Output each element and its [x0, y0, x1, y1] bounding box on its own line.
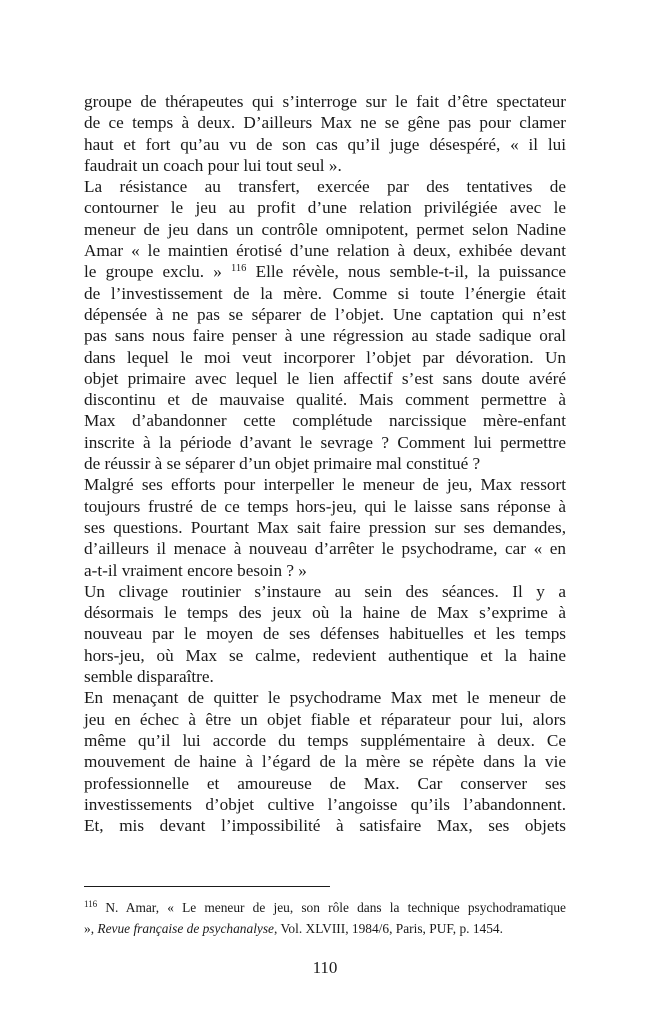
text-line — [84, 560, 566, 581]
text-run: hors-jeu, où Max se calme, redevient authentique et la haine — [84, 645, 566, 665]
text-run: Amar « le maintien érotisé d’une relation à deux, exhibée devant — [84, 241, 566, 261]
text-line — [84, 730, 566, 751]
text-line — [84, 432, 566, 453]
text-line — [84, 197, 566, 218]
text-line — [84, 261, 566, 282]
text-line — [84, 219, 566, 240]
text-run: meneur de jeu dans un contrôle omnipotent, permet selon Nadine — [84, 219, 566, 239]
text-run: groupe de thérapeutes qui s’interroge sur le fait d’être spectateur — [84, 92, 566, 111]
text-line — [84, 687, 566, 708]
text-line — [84, 283, 566, 304]
text-run: de ce temps à deux. D’ailleurs Max ne se gêne pas pour clamer — [84, 113, 566, 133]
text-run: de l’investissement de la mère. Comme si toute l’énergie était — [84, 283, 566, 303]
text-line — [84, 240, 566, 261]
text-run: de réussir à se séparer d’un objet primaire mal constitué ? — [84, 454, 481, 474]
text-run: pas sans nous faire penser à une régression au stade sadique oral — [84, 326, 566, 346]
page-number: 110 — [312, 958, 338, 977]
text-run: En menaçant de quitter le psychodrame Max met le meneur de — [84, 688, 566, 708]
text-line — [84, 112, 566, 133]
text-line — [84, 176, 566, 197]
text-line — [84, 918, 566, 939]
text-run: désormais le temps des jeux où la haine de Max s’exprime à — [84, 603, 566, 623]
text-run: dépensée à ne pas se séparer de l’objet. Une captation qui n’est — [84, 304, 566, 324]
text-line — [84, 623, 566, 644]
text-line — [84, 773, 566, 794]
text-run: toujours frustré de ce temps hors-jeu, qui le laisse sans réponse à — [84, 496, 566, 516]
text-line — [84, 134, 566, 155]
text-run: N. Amar, « Le meneur de jeu, son rôle dans la technique psychodramatique — [97, 900, 566, 915]
text-run: dans lequel le moi veut incorporer l’objet par dévoration. Un — [84, 347, 566, 367]
text-line — [84, 794, 566, 815]
text-line — [84, 897, 566, 918]
text-line — [84, 347, 566, 368]
text-line — [84, 538, 566, 559]
text-run: objet primaire avec lequel le lien affectif s’est sans doute avéré — [84, 368, 566, 388]
text-line — [84, 368, 566, 389]
text-run: jeu en échec à être un objet fiable et réparateur pour lui, alors — [84, 709, 566, 729]
text-line — [84, 645, 566, 666]
text-line — [84, 155, 566, 176]
text-line — [84, 815, 566, 836]
text-run: d’ailleurs il menace à nouveau d’arrêter le psychodrame, car « en — [84, 539, 566, 559]
text-run: Et, mis devant l’impossibilité à satisfaire Max, ses objets — [84, 816, 566, 836]
text-line — [84, 751, 566, 772]
text-line — [84, 517, 566, 538]
text-run: Max d’abandonner cette complétude narcissique mère-enfant — [84, 411, 566, 431]
text-run: La résistance au transfert, exercée par des tentatives de — [84, 177, 566, 197]
body-text — [84, 91, 566, 836]
text-run: nouveau par le moyen de ses défenses habituelles et les temps — [84, 624, 566, 644]
footnote-116 — [84, 897, 566, 940]
text-run: faudrait un coach pour lui tout seul ». — [84, 155, 342, 175]
text-run: a-t-il vraiment encore besoin ? » — [84, 560, 307, 580]
text-run: Elle révèle, nous semble-t-il, la puissance — [246, 262, 566, 282]
text-line — [84, 496, 566, 517]
text-line — [84, 325, 566, 346]
text-run: le groupe exclu. » — [84, 262, 232, 282]
text-run: ses questions. Pourtant Max sait faire pression sur ses demandes, — [84, 517, 566, 537]
text-line — [84, 709, 566, 730]
text-line — [84, 389, 566, 410]
text-line — [84, 666, 566, 687]
text-run: Malgré ses efforts pour interpeller le meneur de jeu, Max ressort — [84, 475, 566, 495]
text-line — [84, 91, 566, 112]
text-run: contourner le jeu au profit d’une relation privilégiée avec le — [84, 198, 566, 218]
text-line — [84, 602, 566, 623]
text-run: même qu’il lui accorde du temps supplémentaire à deux. Ce — [84, 730, 566, 750]
footnote-ref: 116 — [231, 263, 247, 275]
text-run: mouvement de haine à l’égard de la mère se répète dans la vie — [84, 752, 566, 772]
text-run: Un clivage routinier s’instaure au sein des séances. Il y a — [84, 581, 566, 601]
text-line — [84, 474, 566, 495]
text-run: haut et fort qu’au vu de son cas qu’il juge désespéré, « il lui — [84, 134, 566, 154]
text-run: professionnelle et amoureuse de Max. Car conserver ses — [84, 773, 566, 793]
text-run: inscrite à la période d’avant le sevrage ? Comment lui permettre — [84, 432, 566, 452]
italic-title: Revue française de psychanalyse — [97, 921, 275, 937]
text-run: semble disparaître. — [84, 667, 214, 687]
text-run: discontinu et de mauvaise qualité. Mais comment permettre à — [84, 390, 566, 410]
footnote-separator — [84, 886, 330, 887]
text-run: », — [84, 921, 98, 937]
text-run: , Vol. XLVIII, 1984/6, Paris, PUF, p. 1454. — [274, 921, 503, 937]
footnote-ref: 116 — [84, 899, 98, 909]
text-line — [84, 304, 566, 325]
text-line — [84, 410, 566, 431]
text-line — [84, 581, 566, 602]
text-line — [84, 453, 566, 474]
text-run: investissements d’objet cultive l’angoisse qu’ils l’abandonnent. — [84, 794, 566, 814]
